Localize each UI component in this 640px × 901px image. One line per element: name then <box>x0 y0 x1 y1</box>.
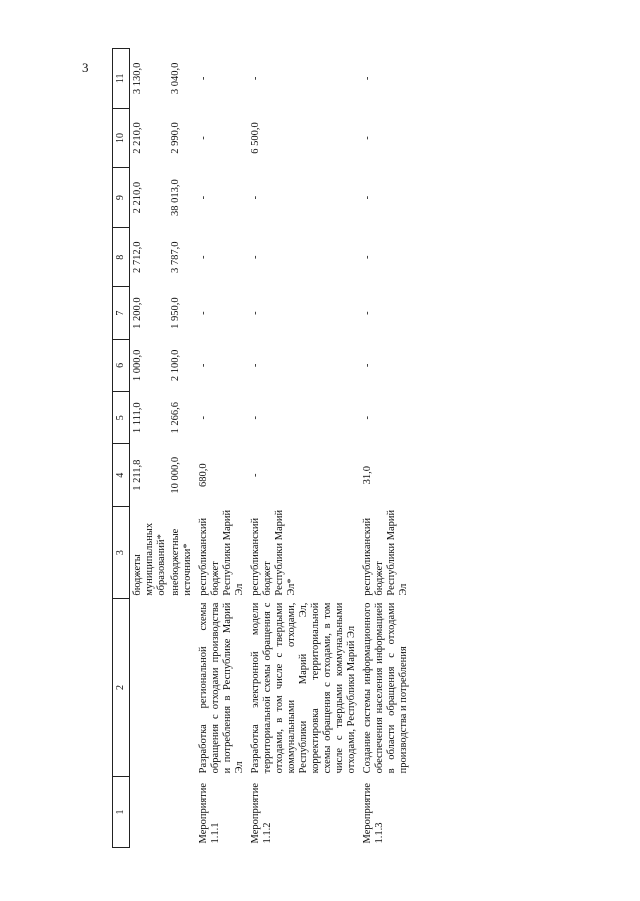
value-cell: - <box>362 255 373 259</box>
value-cell: - <box>362 363 373 368</box>
col-header: 7 <box>113 287 130 339</box>
col-header: 9 <box>113 168 130 228</box>
col-header: 3 <box>113 507 130 599</box>
measure-cell <box>130 776 171 847</box>
value-cell: 2 990,0 <box>170 122 181 154</box>
value-cell: - <box>198 255 209 259</box>
value-cell: - <box>362 415 373 420</box>
col-header: 5 <box>113 392 130 444</box>
description-cell: Разработка региональной схемы обращения с отходами производства и потребления в Республике Марий Эл <box>198 602 245 774</box>
value-cell: 31,0 <box>362 466 373 485</box>
value-cell: 2 210,0 <box>132 181 143 214</box>
source-cell: республиканский бюджет Республики Марий Эл <box>198 509 245 596</box>
description-cell: Разработка электронной модели территориальной схемы обращения с отходами, в том числе с твердыми коммунальными отходами, Республики Марий Эл, корректировка территориальной схемы обращения с отходами, в том числе с твердыми коммунальными отходами, Республики Марий Эл <box>250 602 357 774</box>
value-cell: - <box>250 195 261 200</box>
value-cell: 10 000,0 <box>170 456 181 494</box>
value-cell: - <box>250 76 261 81</box>
value-cell: 1 111,0 <box>132 402 143 434</box>
value-cell: - <box>198 415 209 420</box>
source-cell: внебюджетные источники* <box>170 528 193 596</box>
value-cell: 2 712,0 <box>132 241 143 273</box>
source-cell: республиканский бюджет Республики Марий Эл* <box>250 509 297 596</box>
table-row <box>196 49 248 848</box>
value-cell: 1 950,0 <box>170 297 181 329</box>
col-header: 4 <box>113 444 130 507</box>
value-cell: 1 266,6 <box>170 401 181 434</box>
value-cell: 6 500,0 <box>250 122 261 154</box>
value-cell: - <box>250 363 261 368</box>
value-cell: 3 130,0 <box>132 62 143 95</box>
source-cell: бюджеты муниципальных образований* <box>132 522 167 596</box>
description-cell: Создание системы информационного обеспечения населения информацией в области обращения с отходами производства и потребления <box>362 602 409 774</box>
value-cell: 1 000,0 <box>132 349 143 382</box>
value-cell: - <box>198 363 209 368</box>
col-header: 1 <box>113 776 130 847</box>
rotated-table-container <box>112 48 532 848</box>
measure-cell: Мероприятие 1.1.2 <box>250 782 273 844</box>
value-cell: 680,0 <box>198 463 209 488</box>
table-row <box>170 49 196 848</box>
value-cell: - <box>198 136 209 140</box>
value-cell: - <box>198 76 209 81</box>
description-cell <box>170 599 196 777</box>
value-cell: - <box>198 311 209 315</box>
col-header: 6 <box>113 339 130 391</box>
measure-cell: Мероприятие 1.1.1 <box>198 782 221 844</box>
value-cell: - <box>250 415 261 420</box>
value-cell: - <box>362 76 373 81</box>
col-header: 10 <box>113 108 130 168</box>
column-number-row <box>113 49 130 848</box>
col-header: 2 <box>113 599 130 777</box>
value-cell: 1 211,8 <box>132 459 143 491</box>
value-cell: 2 210,0 <box>132 122 143 154</box>
table-row <box>130 49 171 848</box>
value-cell: - <box>362 195 373 200</box>
table-row <box>248 49 360 848</box>
value-cell: - <box>362 136 373 140</box>
col-header: 11 <box>113 49 130 109</box>
measure-cell: Мероприятие 1.1.3 <box>362 782 385 844</box>
value-cell: - <box>362 311 373 315</box>
value-cell: - <box>250 255 261 259</box>
value-cell: 3 787,0 <box>170 241 181 273</box>
source-cell: республиканский бюджет Республики Марий Эл <box>362 509 409 596</box>
value-cell: 3 040,0 <box>170 62 181 95</box>
value-cell: - <box>198 195 209 200</box>
table-row <box>360 49 412 848</box>
measure-cell <box>170 776 196 847</box>
budget-table <box>112 48 412 848</box>
value-cell: 2 100,0 <box>170 349 181 382</box>
value-cell: 38 013,0 <box>170 179 181 216</box>
value-cell: 1 200,0 <box>132 297 143 329</box>
page-number: 3 <box>82 60 89 75</box>
col-header: 8 <box>113 227 130 287</box>
description-cell <box>130 599 171 777</box>
value-cell: - <box>250 473 261 477</box>
value-cell: - <box>250 311 261 315</box>
